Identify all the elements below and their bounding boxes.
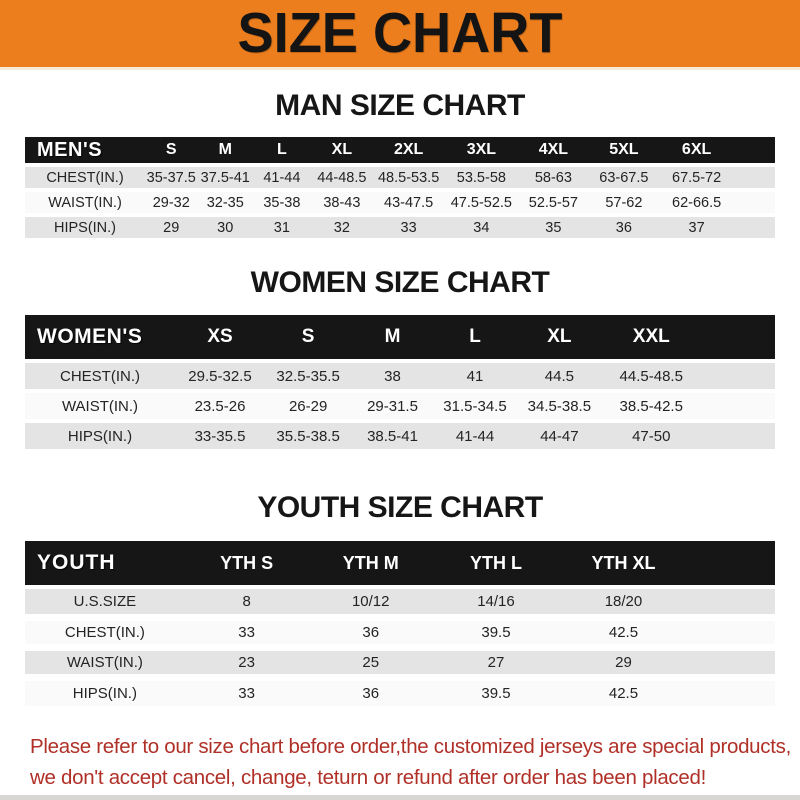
column-header: L bbox=[434, 315, 517, 361]
table-header-row bbox=[25, 315, 775, 361]
table-row bbox=[25, 677, 775, 707]
size-value-cell: 67.5-72 bbox=[659, 165, 733, 190]
size-value-cell: 26-29 bbox=[265, 391, 351, 421]
table-row bbox=[25, 361, 775, 391]
table-row bbox=[25, 617, 775, 647]
spacer-cell bbox=[700, 315, 775, 361]
size-value-cell: 33 bbox=[185, 617, 309, 647]
column-header: 5XL bbox=[588, 137, 659, 165]
size-value-cell: 43-47.5 bbox=[373, 190, 444, 215]
table-row bbox=[25, 647, 775, 677]
size-value-cell: 47.5-52.5 bbox=[444, 190, 518, 215]
table-row bbox=[25, 391, 775, 421]
size-value-cell: 31 bbox=[253, 215, 311, 240]
size-value-cell: 35.5-38.5 bbox=[265, 421, 351, 451]
size-value-cell: 33-35.5 bbox=[175, 421, 265, 451]
size-value-cell: 36 bbox=[308, 617, 433, 647]
spacer-cell bbox=[700, 421, 775, 451]
size-value-cell: 34 bbox=[444, 215, 518, 240]
size-value-cell: 37.5-41 bbox=[198, 165, 254, 190]
size-value-cell: 29 bbox=[559, 647, 688, 677]
column-header: S bbox=[265, 315, 351, 361]
row-label: HIPS(IN.) bbox=[25, 215, 145, 240]
size-value-cell: 23.5-26 bbox=[175, 391, 265, 421]
spacer-cell bbox=[734, 190, 775, 215]
size-value-cell: 38.5-42.5 bbox=[603, 391, 701, 421]
table-row bbox=[25, 165, 775, 190]
size-value-cell: 41 bbox=[434, 361, 517, 391]
order-disclaimer bbox=[0, 731, 800, 793]
size-value-cell: 52.5-57 bbox=[518, 190, 588, 215]
disclaimer-line-1: Please refer to our size chart before order,the customized jerseys are special products, bbox=[30, 735, 791, 758]
youth-section-heading: YOUTH SIZE CHART bbox=[257, 491, 543, 524]
womens-size-table bbox=[25, 315, 775, 453]
size-value-cell: 18/20 bbox=[559, 587, 688, 617]
column-header: XXL bbox=[603, 315, 701, 361]
row-label: WAIST(IN.) bbox=[25, 647, 185, 677]
size-value-cell: 35 bbox=[518, 215, 588, 240]
spacer-cell bbox=[688, 647, 775, 677]
size-value-cell: 35-38 bbox=[253, 190, 311, 215]
size-value-cell: 41-44 bbox=[434, 421, 517, 451]
mens-size-table bbox=[25, 137, 775, 242]
spacer-cell bbox=[734, 215, 775, 240]
size-value-cell: 39.5 bbox=[433, 677, 559, 707]
size-value-cell: 32.5-35.5 bbox=[265, 361, 351, 391]
column-header: S bbox=[145, 137, 198, 165]
row-label: WAIST(IN.) bbox=[25, 391, 175, 421]
size-value-cell: 63-67.5 bbox=[588, 165, 659, 190]
size-value-cell: 29-32 bbox=[145, 190, 198, 215]
size-value-cell: 44.5-48.5 bbox=[603, 361, 701, 391]
table-header-row bbox=[25, 541, 775, 587]
size-value-cell: 42.5 bbox=[559, 677, 688, 707]
size-chart-banner bbox=[0, 0, 800, 70]
spacer-cell bbox=[688, 541, 775, 587]
youth-size-table bbox=[25, 541, 775, 708]
table-row bbox=[25, 587, 775, 617]
size-value-cell: 33 bbox=[185, 677, 309, 707]
row-label: CHEST(IN.) bbox=[25, 165, 145, 190]
disclaimer-line-2: we don't accept cancel, change, teturn or refund after order has been placed! bbox=[30, 766, 706, 789]
spacer-cell bbox=[688, 587, 775, 617]
size-value-cell: 44-48.5 bbox=[311, 165, 373, 190]
size-value-cell: 8 bbox=[185, 587, 309, 617]
column-header: 6XL bbox=[659, 137, 733, 165]
table-row bbox=[25, 190, 775, 215]
mens-header-label: MEN'S bbox=[25, 137, 145, 165]
row-label: HIPS(IN.) bbox=[25, 421, 175, 451]
womens-header-label: WOMEN'S bbox=[25, 315, 175, 361]
size-value-cell: 34.5-38.5 bbox=[516, 391, 602, 421]
row-label: HIPS(IN.) bbox=[25, 677, 185, 707]
size-value-cell: 36 bbox=[308, 677, 433, 707]
row-label: CHEST(IN.) bbox=[25, 361, 175, 391]
column-header: M bbox=[351, 315, 434, 361]
column-header: YTH M bbox=[308, 541, 433, 587]
row-label: U.S.SIZE bbox=[25, 587, 185, 617]
size-value-cell: 31.5-34.5 bbox=[434, 391, 517, 421]
size-value-cell: 25 bbox=[308, 647, 433, 677]
size-value-cell: 23 bbox=[185, 647, 309, 677]
column-header: 2XL bbox=[373, 137, 444, 165]
table-row bbox=[25, 421, 775, 451]
size-value-cell: 58-63 bbox=[518, 165, 588, 190]
column-header: YTH L bbox=[433, 541, 559, 587]
spacer-cell bbox=[688, 677, 775, 707]
spacer-cell bbox=[700, 391, 775, 421]
row-label: CHEST(IN.) bbox=[25, 617, 185, 647]
column-header: YTH XL bbox=[559, 541, 688, 587]
size-value-cell: 57-62 bbox=[588, 190, 659, 215]
table-row bbox=[25, 215, 775, 240]
size-value-cell: 10/12 bbox=[308, 587, 433, 617]
size-value-cell: 38 bbox=[351, 361, 434, 391]
row-label: WAIST(IN.) bbox=[25, 190, 145, 215]
size-value-cell: 29-31.5 bbox=[351, 391, 434, 421]
size-value-cell: 32-35 bbox=[198, 190, 254, 215]
size-value-cell: 27 bbox=[433, 647, 559, 677]
size-value-cell: 37 bbox=[659, 215, 733, 240]
column-header: 3XL bbox=[444, 137, 518, 165]
size-value-cell: 36 bbox=[588, 215, 659, 240]
size-value-cell: 33 bbox=[373, 215, 444, 240]
table-header-row bbox=[25, 137, 775, 165]
size-value-cell: 35-37.5 bbox=[145, 165, 198, 190]
size-value-cell: 38.5-41 bbox=[351, 421, 434, 451]
size-value-cell: 14/16 bbox=[433, 587, 559, 617]
size-value-cell: 47-50 bbox=[603, 421, 701, 451]
size-value-cell: 38-43 bbox=[311, 190, 373, 215]
spacer-cell bbox=[700, 361, 775, 391]
bottom-edge-strip bbox=[0, 795, 800, 800]
column-header: XL bbox=[516, 315, 602, 361]
size-value-cell: 62-66.5 bbox=[659, 190, 733, 215]
spacer-cell bbox=[734, 165, 775, 190]
banner-title: SIZE CHART bbox=[237, 1, 563, 65]
size-value-cell: 48.5-53.5 bbox=[373, 165, 444, 190]
size-value-cell: 39.5 bbox=[433, 617, 559, 647]
size-value-cell: 29.5-32.5 bbox=[175, 361, 265, 391]
spacer-cell bbox=[688, 617, 775, 647]
size-value-cell: 29 bbox=[145, 215, 198, 240]
size-value-cell: 30 bbox=[198, 215, 254, 240]
column-header: 4XL bbox=[518, 137, 588, 165]
column-header: L bbox=[253, 137, 311, 165]
man-section-heading: MAN SIZE CHART bbox=[275, 89, 525, 122]
column-header: YTH S bbox=[185, 541, 309, 587]
size-value-cell: 53.5-58 bbox=[444, 165, 518, 190]
column-header: XL bbox=[311, 137, 373, 165]
size-value-cell: 41-44 bbox=[253, 165, 311, 190]
size-value-cell: 44.5 bbox=[516, 361, 602, 391]
column-header: XS bbox=[175, 315, 265, 361]
size-value-cell: 32 bbox=[311, 215, 373, 240]
youth-header-label: YOUTH bbox=[25, 541, 185, 587]
women-section-heading: WOMEN SIZE CHART bbox=[250, 266, 550, 299]
size-value-cell: 42.5 bbox=[559, 617, 688, 647]
spacer-cell bbox=[734, 137, 775, 165]
size-value-cell: 44-47 bbox=[516, 421, 602, 451]
column-header: M bbox=[198, 137, 254, 165]
